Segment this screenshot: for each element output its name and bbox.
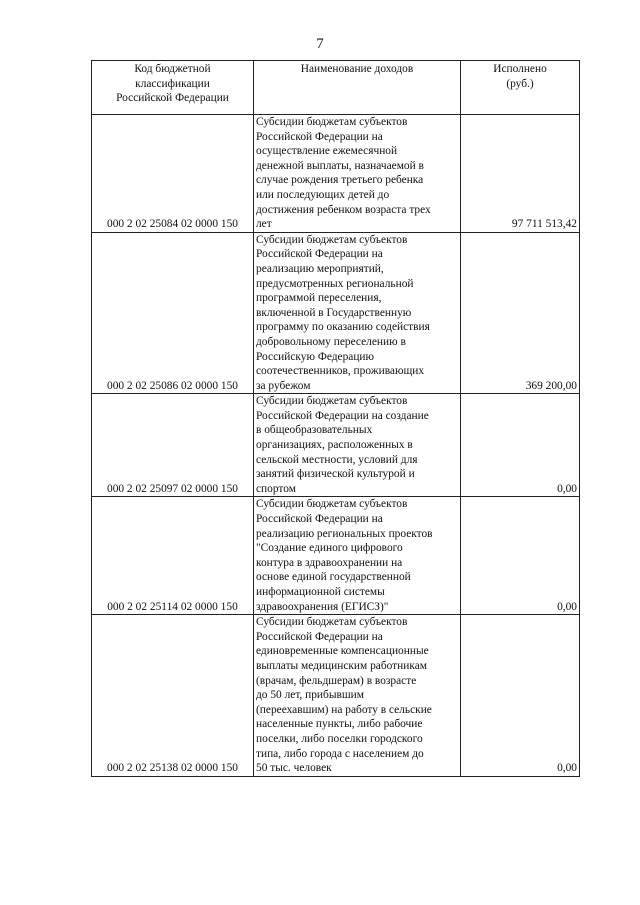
- header-code: Код бюджетной классификации Российской Федерации: [92, 61, 254, 115]
- table-row: [92, 615, 580, 777]
- row-name: Субсидии бюджетам субъектов Российской Федерации на реализацию мероприятий, предусмотренных региональной программой переселения, включенной в Государственную программу по оказанию содействия добровольному переселению в Российскую Федерацию соотечественников, проживающих за рубежом: [254, 232, 461, 394]
- row-amount: 0,00: [461, 615, 580, 777]
- row-name: Субсидии бюджетам субъектов Российской Федерации на осуществление ежемесячной денежной выплаты, назначаемой в случае рождения третьего ребенка или последующих детей до достижения ребенком возраста трех лет: [254, 115, 461, 233]
- header-name: Наименование доходов: [254, 61, 461, 115]
- row-amount: 0,00: [461, 394, 580, 497]
- row-amount: 369 200,00: [461, 232, 580, 394]
- row-name: Субсидии бюджетам субъектов Российской Федерации на создание в общеобразовательных организациях, расположенных в сельской местности, условий для занятий физической культурой и спортом: [254, 394, 461, 497]
- revenue-table: [91, 60, 580, 777]
- table-row: [92, 232, 580, 394]
- row-code: 000 2 02 25138 02 0000 150: [92, 615, 254, 777]
- table-row: [92, 497, 580, 615]
- table-row: [92, 115, 580, 233]
- row-name: Субсидии бюджетам субъектов Российской Федерации на единовременные компенсационные выплаты медицинским работникам (врачам, фельдшерам) в возрасте до 50 лет, прибывшим (переехавшим) на работу в сельские населенные пункты, либо рабочие поселки, либо поселки городского типа, либо города с населением до 50 тыс. человек: [254, 615, 461, 777]
- page-number: 7: [316, 36, 324, 52]
- row-code: 000 2 02 25097 02 0000 150: [92, 394, 254, 497]
- row-code: 000 2 02 25084 02 0000 150: [92, 115, 254, 233]
- row-name: Субсидии бюджетам субъектов Российской Федерации на реализацию региональных проектов "Создание единого цифрового контура в здравоохранении на основе единой государственной информационной системы здравоохранения (ЕГИСЗ)": [254, 497, 461, 615]
- table-header-row: [92, 61, 580, 115]
- header-amount: Исполнено (руб.): [461, 61, 580, 115]
- row-amount: 97 711 513,42: [461, 115, 580, 233]
- table-row: [92, 394, 580, 497]
- row-code: 000 2 02 25114 02 0000 150: [92, 497, 254, 615]
- row-code: 000 2 02 25086 02 0000 150: [92, 232, 254, 394]
- row-amount: 0,00: [461, 497, 580, 615]
